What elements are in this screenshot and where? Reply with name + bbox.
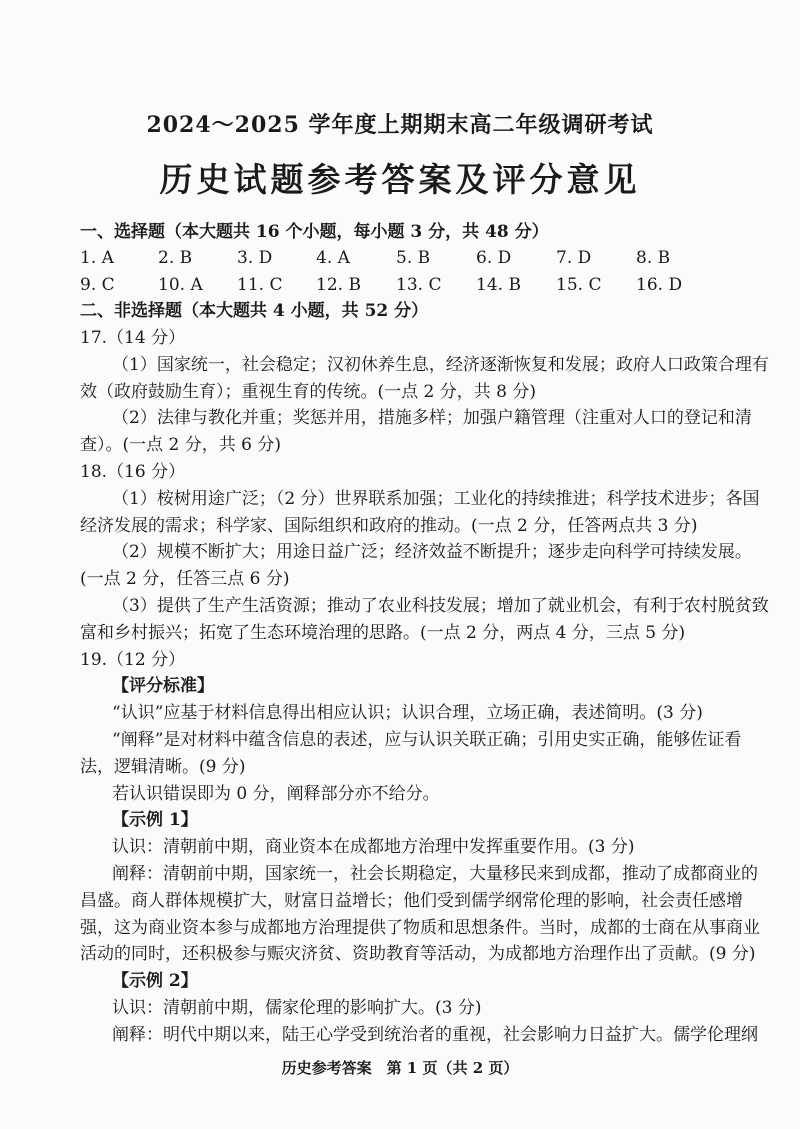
answer-line: 认识：清朝前中期，商业资本在成都地方治理中发挥重要作用。(3 分) (112, 837, 635, 858)
mc-answer: 7. D (556, 248, 592, 268)
answer-line: 认识：清朝前中期，儒家伦理的影响扩大。(3 分) (112, 998, 482, 1018)
answer-line: （2）规模不断扩大；用途日益广泛；经济效益不断提升；逐步走向科学可持续发展。 (112, 542, 752, 563)
mc-answer: 8. B (636, 248, 671, 268)
mc-answer: 2. B (158, 248, 193, 268)
mc-answer: 9. C (80, 274, 115, 295)
answer-line: 【示例 2】 (112, 971, 198, 992)
answer-line: （1）桉树用途广泛；（2 分）世界联系加强；工业化的持续推进；科学技术进步；各国 (112, 488, 760, 509)
mc-answer: 12. B (316, 274, 361, 295)
answer-line: 经济发展的需求；科学家、国际组织和政府的推动。(一点 2 分，任答两点共 3 分) (80, 515, 698, 536)
answer-line: 强，这为商业资本参与成都地方治理提供了物质和思想条件。当时，成都的士商在从事商业 (80, 917, 760, 938)
answer-line: (一点 2 分，任答三点 6 分) (80, 569, 290, 590)
mc-answer: 15. C (556, 274, 602, 295)
answer-line: 【评分标准】 (112, 676, 214, 697)
answer-line: （2）法律与教化并重；奖惩并用，措施多样；加强户籍管理（注重对人口的登记和清 (112, 408, 752, 429)
mc-answer: 11. C (237, 274, 283, 295)
answer-line: 18.（16 分） (80, 462, 186, 482)
answer-line: 17.（14 分） (80, 328, 186, 348)
exam-title: 2024～2025 学年度上期期末高二年级调研考试 (146, 112, 654, 138)
answer-line: 昌盛。商人群体规模扩大，财富日益增长；他们受到儒学纲常伦理的影响，社会责任感增 (80, 890, 743, 911)
answer-line: 法，逻辑清晰。(9 分) (80, 756, 246, 777)
answer-line: （3）提供了生产生活资源；推动了农业科技发展；增加了就业机会，有利于农村脱贫致 (112, 596, 769, 616)
mc-answer: 10. A (158, 274, 203, 295)
mc-answer: 1. A (80, 248, 114, 268)
answer-line: 效（政府鼓励生育）；重视生育的传统。(一点 2 分，共 8 分) (80, 381, 537, 402)
answer-line: 查）。(一点 2 分，共 6 分) (80, 435, 282, 456)
mc-answer: 13. C (396, 274, 442, 295)
mc-answer: 3. D (237, 248, 273, 268)
mc-answer: 4. A (316, 248, 350, 268)
answer-line: 富和乡村振兴；拓宽了生态环境治理的思路。(一点 2 分，两点 4 分，三点 5 分) (80, 622, 686, 643)
section1-heading: 一、选择题（本大题共 16 个小题，每小题 3 分，共 48 分） (80, 222, 549, 242)
answer-line: 阐释：明代中期以来，陆王心学受到统治者的重视，社会影响力日益扩大。儒学伦理纲 (112, 1024, 758, 1045)
answer-line: “认识”应基于材料信息得出相应认识；认识合理，立场正确，表述简明。(3 分) (112, 703, 703, 724)
answer-line: 19.（12 分） (80, 649, 186, 670)
document-title: 历史试题参考答案及评分意见 (159, 160, 641, 199)
answer-line: 活动的同时，还积极参与赈灾济贫、资助教育等活动，为成都地方治理作出了贡献。(9 分) (80, 944, 756, 965)
page-footer: 历史参考答案 第 1 页（共 2 页） (281, 1059, 519, 1077)
answer-line: 【示例 1】 (112, 810, 198, 831)
mc-answer: 16. D (636, 274, 683, 295)
mc-answer: 5. B (396, 248, 431, 268)
answer-line: 若认识错误即为 0 分，阐释部分亦不给分。 (112, 783, 440, 804)
answer-line: 阐释：清朝前中期，国家统一，社会长期稳定，大量移民来到成都，推动了成都商业的 (112, 864, 758, 884)
mc-answer: 14. B (476, 274, 521, 295)
mc-answer: 6. D (476, 248, 512, 268)
answer-line: “阐释”是对材料中蕴含信息的表述，应与认识关联正确；引用史实正确，能够佐证看 (112, 730, 742, 750)
answer-line: （1）国家统一，社会稳定；汉初休养生息，经济逐渐恢复和发展；政府人口政策合理有 (112, 354, 769, 375)
section2-heading: 二、非选择题（本大题共 4 小题，共 52 分） (80, 301, 429, 321)
